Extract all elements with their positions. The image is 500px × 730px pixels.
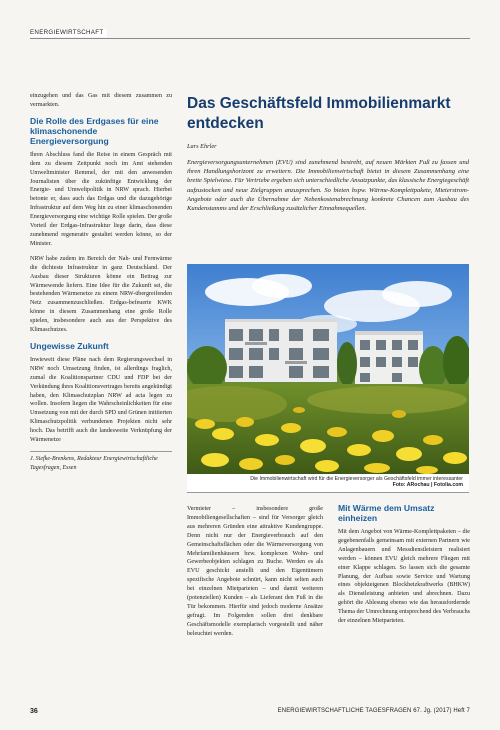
paragraph-remmel: Ihren Abschluss fand die Reise in einem Gespräch mit dem zu diesem Zeitpunkt noch im Amt stehenden Umweltminister Remmel, der mit den anwesenden Journalisten über die zukünftige Entwicklung der Energie- und Umweltpolitik in NRW sprach. Hierbei betonte er, dass auch das Erdgas und die dazugehörige Infrastruktur auf dem Weg hin zu einer klimaschonenden Energieversorgung eine wichtige Rolle spielen. Der große Vorteil der Erdgas-Infrastruktur liege darin, dass diese zunehmend regenerativ gestaltet werden könne, so der Minister. (30, 151, 172, 247)
photo-caption (187, 474, 469, 493)
article-author: Lars Ehrler (187, 143, 217, 150)
section-header (30, 29, 470, 40)
caption-text: Die Immobilienwirtschaft wird für die Energieversorger als Geschäftsfeld immer interessanter (250, 476, 463, 482)
article-title: Das Geschäftsfeld Immobilienmarkt entdecken (187, 95, 451, 132)
author-signature: J. Siefke-Brenkens, Redakteur Energiewirtschaftliche Tagesfragen, Essen (30, 451, 172, 472)
right-column (338, 503, 470, 632)
section-label: ENERGIEWIRTSCHAFT (30, 29, 107, 37)
paragraph-waermenetz: NRW habe zudem im Bereich der Nah- und Fernwärme die dichteste Infrastruktur in ganz Deutschland. Der Ausbau dieser Strukturen könne ein Beitrag zur Wärmewende liefern. Eine Idee für die Zukunft sei, die bestehenden Wärmenetze zu einem NRW-übergreifenden Netz zusammenzuschließen. Erdgas-befeuerte KWK könne in diesem Zusammenhang eine große Rolle spielen, insbesondere auch aus der Perspektive des Klimaschutzes. (30, 255, 172, 334)
paragraph-vermieter: Vermieter – insbesondere große Immobiliengesellschaften – sind für Versorger gleich aus mehreren Gründen eine attraktive Kundengruppe. Denn nicht nur der Energieverbrauch auf den Gemeinschaftsflächen oder die Wärmeversorgung von Mehrfamilienhäusern bzw. komplexen Wohn- und Gewerbeobjekten schlagen zu Buche. Werden es als EVU geschickt anstellt und den Eigentümern spezifische Angebote schnürt, kann nicht selten auch bei einzelnen Mietparteien – und damit weiteren (potenziellen) Kunden – als Lieferant den Fuß in die Tür bekommen. Hierfür sind jedoch moderne Ansätze gefragt. Im Folgenden sollen drei denkbare Geschäftsmodelle exemplarisch vorgestellt und näher beleuchtet werden. (187, 506, 323, 637)
paragraph-regierungswechsel: Inwieweit diese Pläne nach dem Regierungswechsel in NRW noch Umsetzung finden, ist allerdings fraglich, zumal die Koalitionspartner CDU und FDP bei der Verkündung ihres Koalitionsvertrages bereits angekündigt haben, den Klimaschutzplan NRW ad acta legen zu wollen. Insofern liegen die Wahrscheinlichkeiten für eine Umsetzung von mit der durch SPD und Grünen initiierten Klimaschutzpolitik verbundenen Projekten nicht sehr hoch. Das betrifft auch die landesweite Verknüpfung der Wärmenetze (30, 356, 172, 444)
journal-footer: ENERGIEWIRTSCHAFTLICHE TAGESFRAGEN 67. Jg. (2017) Heft 7 (277, 708, 470, 714)
middle-column (187, 505, 323, 645)
building-photo (187, 264, 469, 474)
photo-credit: Foto: ARochau | Fotolia.com (392, 482, 463, 489)
article-photo (187, 264, 469, 474)
header-rule (30, 38, 470, 39)
left-column (30, 92, 172, 472)
article-lead: Energieversorgungsunternehmen (EVU) sind zunehmend bestrebt, auf neuen Märkten Fuß zu fassen und ihren Handlungshorizont zu erweitern. Die Immobilienwirtschaft bietet in diesem Zusammenhang eine breite Spielwiese. Für Vertriebe ergeben sich unterschiedliche Ansatzpunkte, das klassische Energiegeschäft aufzustocken und neue Zielgruppen anzusprechen. So bieten bspw. Wärme-Komplettpakete, Mieterstrom-Angebote oder auch die Übernahme der Nebenkostenabrechnung konkrete Chancen zum Ausbau des Kundenstamms und der Erschließung zusätzlicher Einnahmequellen. (187, 159, 469, 213)
page-number: 36 (30, 708, 38, 715)
paragraph-waermepakete: Mit dem Angebot von Wärme-Komplettpaketen – die gegebenenfalls gemeinsam mit externen Partnern wie Anlagenbauern und Messdienstleistern realisiert werden – können EVU gleich mehrere Fliegen mit einer Klappe schlagen. So lassen sich die gesamte Planung, der Aufbau sowie Service und Wartung eines objekteigenen Blockheizkraftwerks (BHKW) als Dienstleistung anbieten und abrechnen. Dazu gehört die Ablesung ebenso wie das herausfordernde Thema der Umrechnung entsprechend des Verbrauchs der einzelnen Mietparteien. (338, 529, 470, 625)
intro-paragraph: einzugehen und das Gas mit diesem zusammen zu vermarkten. (30, 93, 172, 108)
subheading-waerme: Mit Wärme dem Umsatz einheizen (338, 503, 435, 523)
subheading-zukunft: Ungewisse Zukunft (30, 340, 109, 351)
subheading-erdgas: Die Rolle des Erdgases für eine klimaschonende Energieversorgung (30, 115, 159, 146)
